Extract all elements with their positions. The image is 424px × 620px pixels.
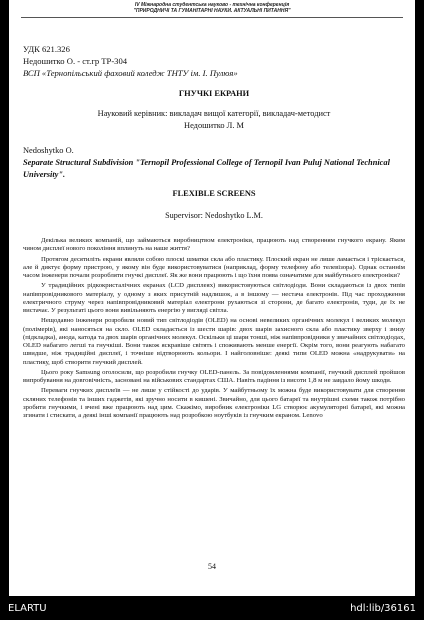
body-paragraph: Протягом десятиліть екрани являли собою плоскі шматки скла або пластику. Плоский екран не лише ламається і тріскається, але й диктує форму пристрою, у якому він буде використовуватися (наприклад, форму телефону або телевізора). Однак останнім часом інженери почали розробляти гнучкі дисплеї. Як же вони працюють і що їхня поява означатиме для майбутнього електроніки? [23, 255, 405, 279]
supervisor-ua-line: Науковий керівник: викладач вищої категорії, викладач-методист [97, 109, 331, 118]
page-number: 54 [208, 562, 216, 571]
article-meta-en [23, 145, 405, 181]
document-page [9, 0, 415, 596]
article-body [23, 237, 405, 422]
article-title-en: FLEXIBLE SCREENS [172, 189, 256, 198]
conference-header [9, 2, 415, 14]
article-meta-ua [23, 43, 405, 79]
supervisor-en: Supervisor: Nedoshytko L.M. [165, 211, 263, 220]
body-paragraph: Декілька великих компаній, що займаються виробництвом електроніки, працюють над створенням гнучкого екрану. Яким чином дисплеї нового покоління вплинуть на наше життя? [23, 237, 405, 253]
article-title-ua: ГНУЧКІ ЕКРАНИ [178, 89, 250, 98]
header-rule [21, 17, 403, 18]
supervisor-ua [23, 108, 405, 132]
author-en: Nedoshytko O. [23, 146, 74, 155]
supervisor-ua-line: Недошитко Л. М [184, 121, 244, 130]
udc-code: УДК 621.326 [23, 44, 70, 54]
repository-footer-bar [0, 597, 424, 620]
conference-header-line: "ПРИРОДНИЧІ ТА ГУМАНІТАРНІ НАУКИ. АКТУАЛЬНІ ПИТАННЯ" [133, 8, 291, 14]
handle-link[interactable]: hdl:lib/36161 [350, 603, 416, 614]
body-paragraph: У традиційних рідкокристалічних екранах (LCD дисплеях) використовуються світлодіоди. Вони складаються із двох типів напівпровідникового матеріалу, у одному з яких присутній надлишок, а в іншому — нестача електронів. Під час проходження електричного струму через напівпровідниковий матеріал електрони рухаються зі сторони, де багато електронів, туди, де їх не вистачає. У результаті цього вони вивільняють енергію у вигляді світла. [23, 282, 405, 314]
body-paragraph: Переваги гнучких дисплеїв — не лише у стійкості до ударів. У майбутньому їх можна буде використовувати для створення скляних телефонів та інших гаджетів, які зручно носити в кишені. Звичайно, для цього батареї та внутрішні схеми також потрібно зробити гнучкими, і вчені вже працюють над цим. Скажімо, виробник електроніки LG створює акумуляторні батареї, які можна згинати і стискати, а деякі інші компанії працюють над розробкою ноутбуків із гнучким екраном. Lenovo [23, 387, 405, 419]
conference-header-line: IV Міжнародна студентська науково - технічна конференція [134, 2, 290, 8]
affiliation-en: Separate Structural Subdivision "Ternopil Professional College of Ternopil Ivan Puluj National Technical University". [23, 158, 390, 179]
repository-name: ELARTU [8, 603, 47, 614]
body-paragraph: Нещодавно інженери розробили новий тип світлодіодів (OLED) на основі невеликих органічних молекул і великих молекул (полімерів), які наносяться на скло. OLED складається із шести шарів: двох шарів захисного скла або пластику зверху і знизу (підкладка), анода, катода та двох шарів органічних молекул. Оскільки ці шари тонші, ніж напівпровідники у звичайних світлодіодах, OLED набагато легші та гнучкіші. Вони також яскравіше світять і споживають менше енергії. Окрім того, вони реагують набагато швидше, ніж традиційні дисплеї, і точніше відтворюють кольори. І найголовніше: деякі типи OLED можна «надрукувати» на пластику, щоб створити гнучкий дисплей. [23, 317, 405, 366]
author-ua: Недошитко О. - ст.гр ТР-304 [23, 56, 128, 66]
body-paragraph: Цього року Samsung оголосили, що розробили гнучку OLED-панель. За повідомленнями компанії, гнучкий дисплей пройшов випробування на довговічність, засновані на військових стандартах США. Навіть падіння із висоти 1,8 м не завдало йому шкоди. [23, 368, 405, 384]
affiliation-ua: ВСП «Тернопільський фаховий коледж ТНТУ ім. І. Пулюя» [23, 68, 238, 78]
